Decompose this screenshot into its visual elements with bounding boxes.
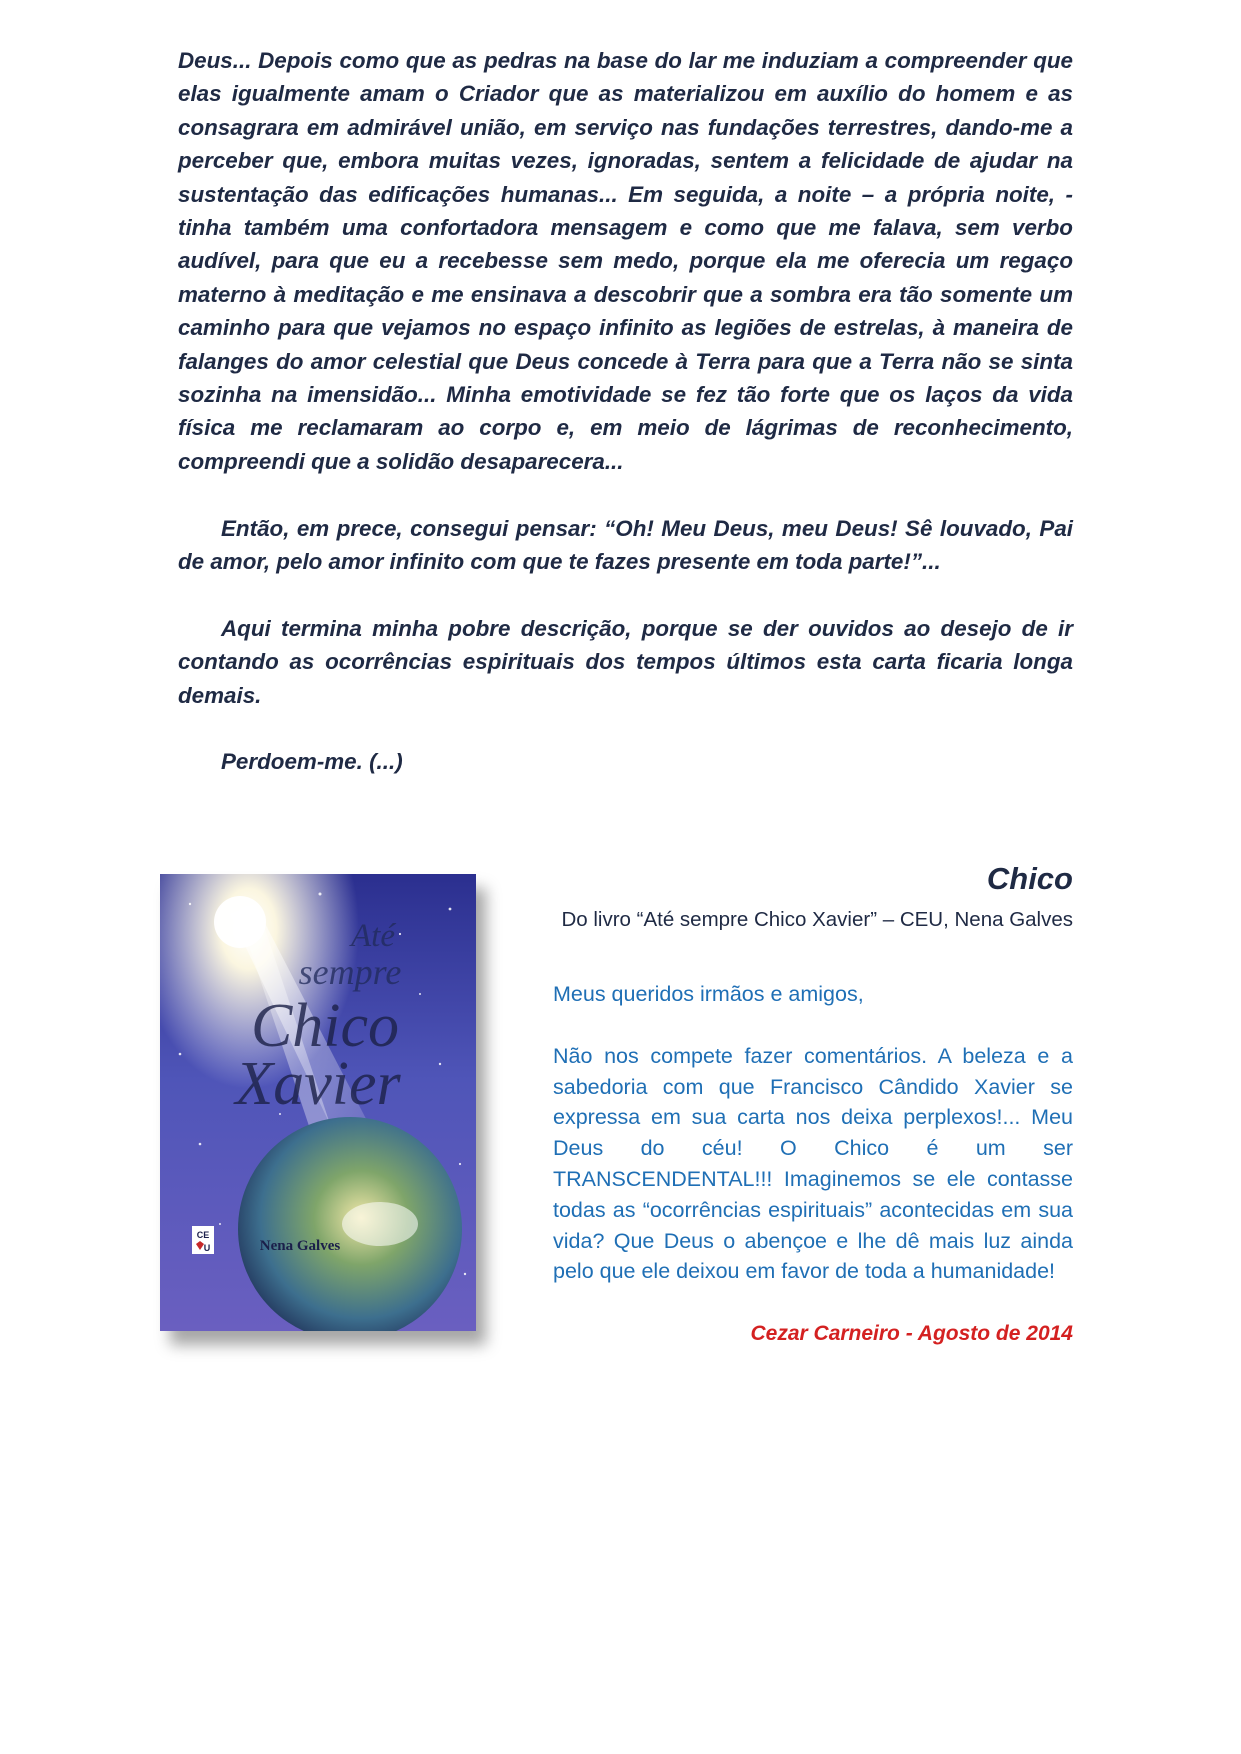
comment-closing: Cezar Carneiro - Agosto de 2014: [750, 1322, 1073, 1346]
book-cover-illustration: [160, 874, 476, 1331]
letter-paragraph-2: Então, em prece, consegui pensar: “Oh! Meu Deus, meu Deus! Sê louvado, Pai de amor, pelo amor infinito com que te fazes presente em toda parte!”...: [178, 515, 1073, 575]
cover-author: Nena Galves: [259, 1238, 341, 1254]
right-column: [553, 860, 1073, 1370]
letter-paragraph-3: Aqui termina minha pobre descrição, porque se der ouvidos ao desejo de ir contando as ocorrências espirituais dos tempos últimos esta carta ficaria longa demais.: [178, 615, 1073, 708]
letter-text: [178, 44, 1073, 779]
svg-text:CE: CE: [196, 1230, 210, 1240]
book-source: Do livro “Até sempre Chico Xavier” – CEU, Nena Galves: [561, 908, 1073, 931]
letter-paragraph-1: Deus... Depois como que as pedras na base do lar me induziam a compreender que elas igualmente amam o Criador que as materializou em auxílio do homem e as consagrara em admirável união, em serviço nas fundações terrestres, dando-me a perceber que, embora muitas vezes, ignoradas, sentem a felicidade de ajudar na sustentação das edificações humanas... Em seguida, a noite – a própria noite, - tinha também uma confortadora mensagem e como que me falava, sem verbo audível, para que eu a recebesse sem medo, porque ela me oferecia um regaço materno à meditação e me ensinava a descobrir que a sombra era tão somente um caminho para que vejamos no espaço infinito as legiões de estrelas, à maneira de falanges do amor celestial que Deus concede à Terra para que a Terra não se sinta sozinha na imensidão... Minha emotividade se fez tão forte que os laços da vida física me reclamaram ao corpo e, em meio de lágrimas de reconhecimento, compreendi que a solidão desaparecera...: [178, 48, 1073, 474]
book-cover-image: [160, 874, 476, 1331]
cover-title-line-2: sempre: [298, 952, 402, 992]
comment-greeting: Meus queridos irmãos e amigos,: [553, 982, 864, 1006]
cover-title-line-4: Xavier: [235, 1050, 401, 1118]
letter-paragraph-4: Perdoem-me. (...): [221, 749, 403, 775]
publisher-logo: [192, 1226, 214, 1254]
comment-body: Não nos compete fazer comentários. A beleza e a sabedoria com que Francisco Cândido Xavier se expressa em sua carta nos deixa perplexos!... Meu Deus do céu! O Chico é um ser TRANSCENDENTAL!!! Imaginemos se ele contasse todas as “ocorrências espirituais” acontecidas em sua vida? Que Deus o abençoe e lhe dê mais luz ainda pelo que ele deixou em favor de toda a humanidade!: [553, 1043, 1073, 1284]
cover-title-line-3: Chico: [250, 992, 400, 1060]
svg-text:U: U: [203, 1243, 211, 1253]
letter-signature: Chico: [986, 861, 1073, 896]
cover-title-line-1: Até: [351, 918, 395, 954]
